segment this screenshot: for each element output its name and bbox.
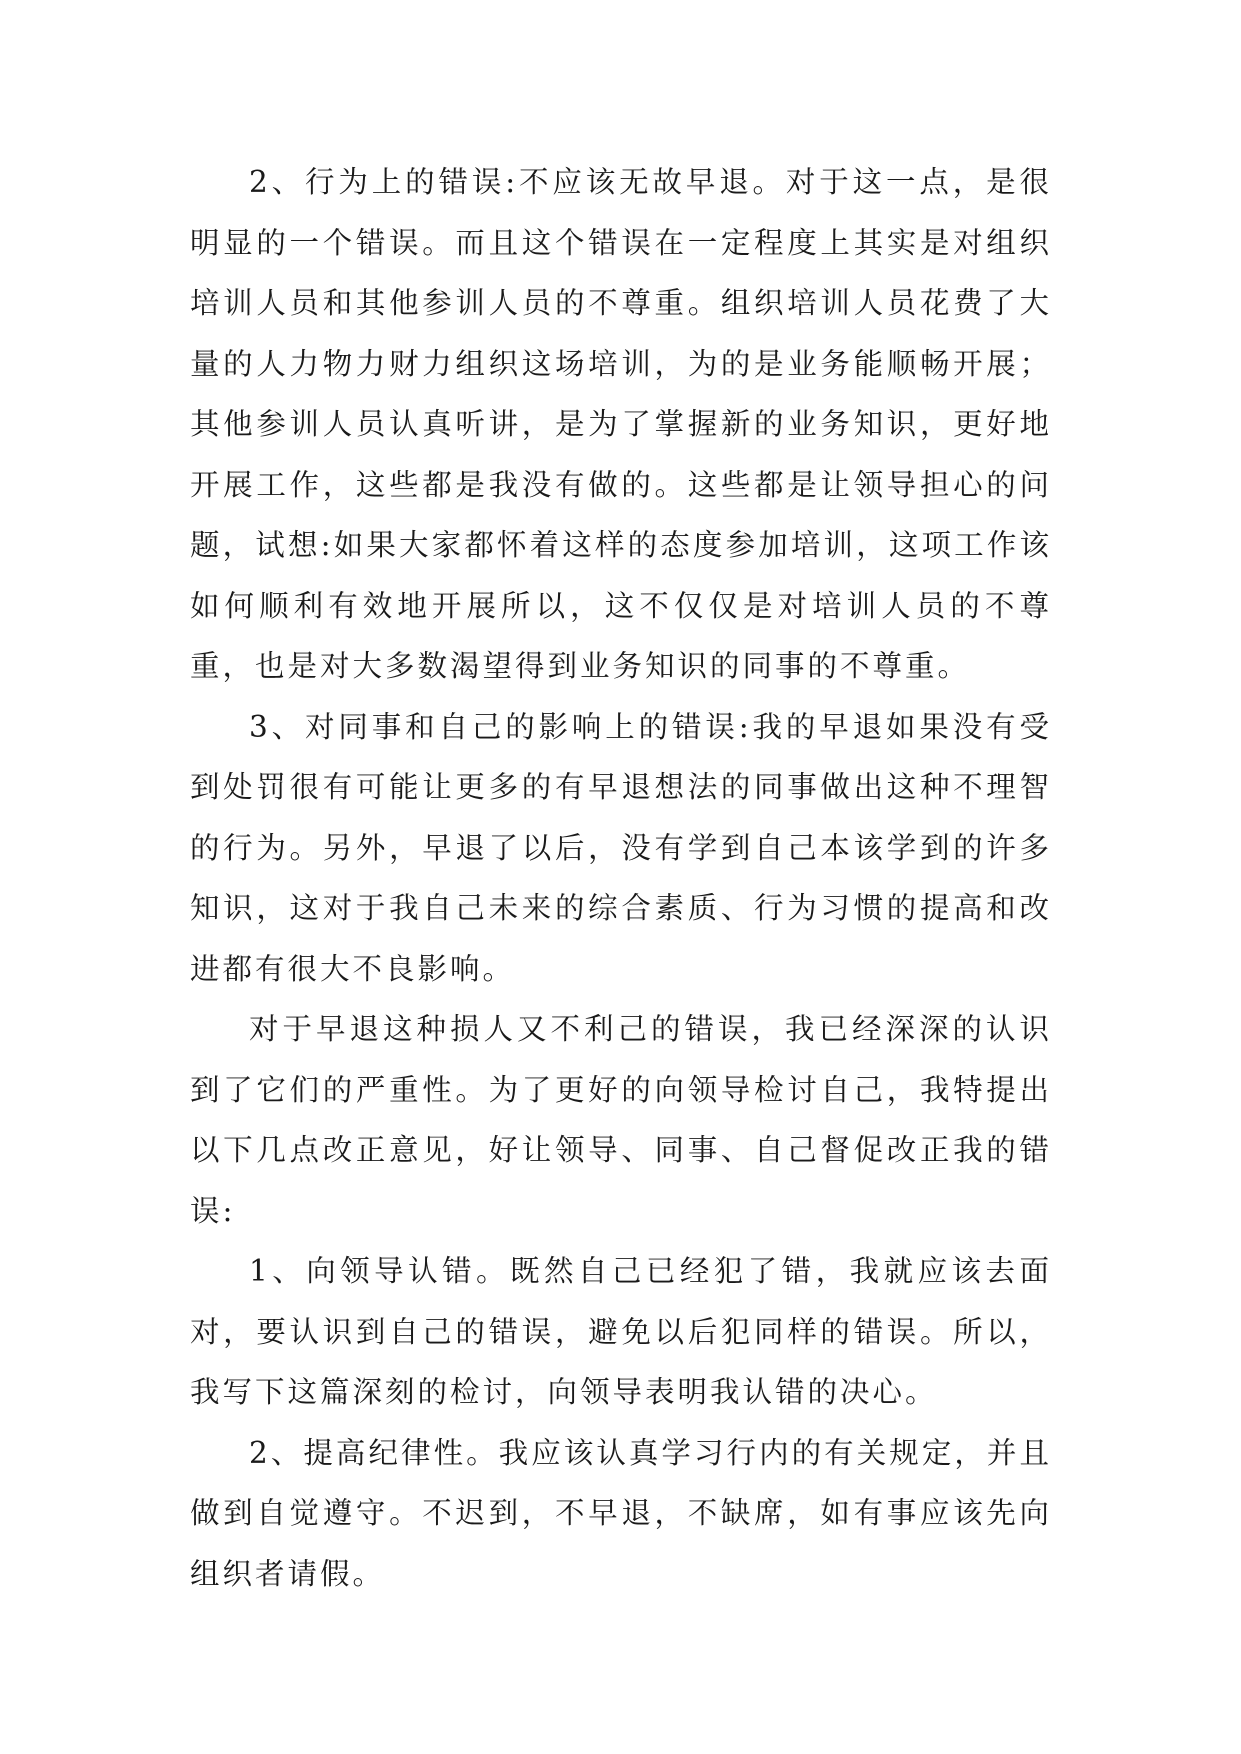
paragraph-correction-intro: 对于早退这种损人又不利己的错误，我已经深深的认识到了它们的严重性。为了更好的向领导检讨自己，我特提出以下几点改正意见，好让领导、同事、自己督促改正我的错误: <box>190 1012 1052 1228</box>
paragraph-influence-error: 3、对同事和自己的影响上的错误:我的早退如果没有受到处罚很有可能让更多的有早退想法的同事做出这种不理智的行为。另外，早退了以后，没有学到自己本该学到的许多知识，这对于我自己未来的综合素质、行为习惯的提高和改进都有很大不良影响。 <box>190 709 1052 986</box>
paragraph-admit-mistake: 1、向领导认错。既然自己已经犯了错，我就应该去面对，要认识到自己的错误，避免以后犯同样的错误。所以，我写下这篇深刻的检讨，向领导表明我认错的决心。 <box>190 1254 1052 1409</box>
paragraph-behavior-error: 2、行为上的错误:不应该无故早退。对于这一点，是很明显的一个错误。而且这个错误在一定程度上其实是对组织培训人员和其他参训人员的不尊重。组织培训人员花费了大量的人力物力财力组织这场培训，为的是业务能顺畅开展；其他参训人员认真听讲，是为了掌握新的业务知识，更好地开展工作，这些都是我没有做的。这些都是让领导担心的问题，试想:如果大家都怀着这样的态度参加培训，这项工作该如何顺利有效地开展所以，这不仅仅是对培训人员的不尊重，也是对大多数渴望得到业务知识的同事的不尊重。 <box>190 165 1052 683</box>
paragraph-improve-discipline: 2、提高纪律性。我应该认真学习行内的有关规定，并且做到自觉遵守。不迟到，不早退，不缺席，如有事应该先向组织者请假。 <box>190 1435 1052 1591</box>
document-body <box>190 152 1052 1604</box>
